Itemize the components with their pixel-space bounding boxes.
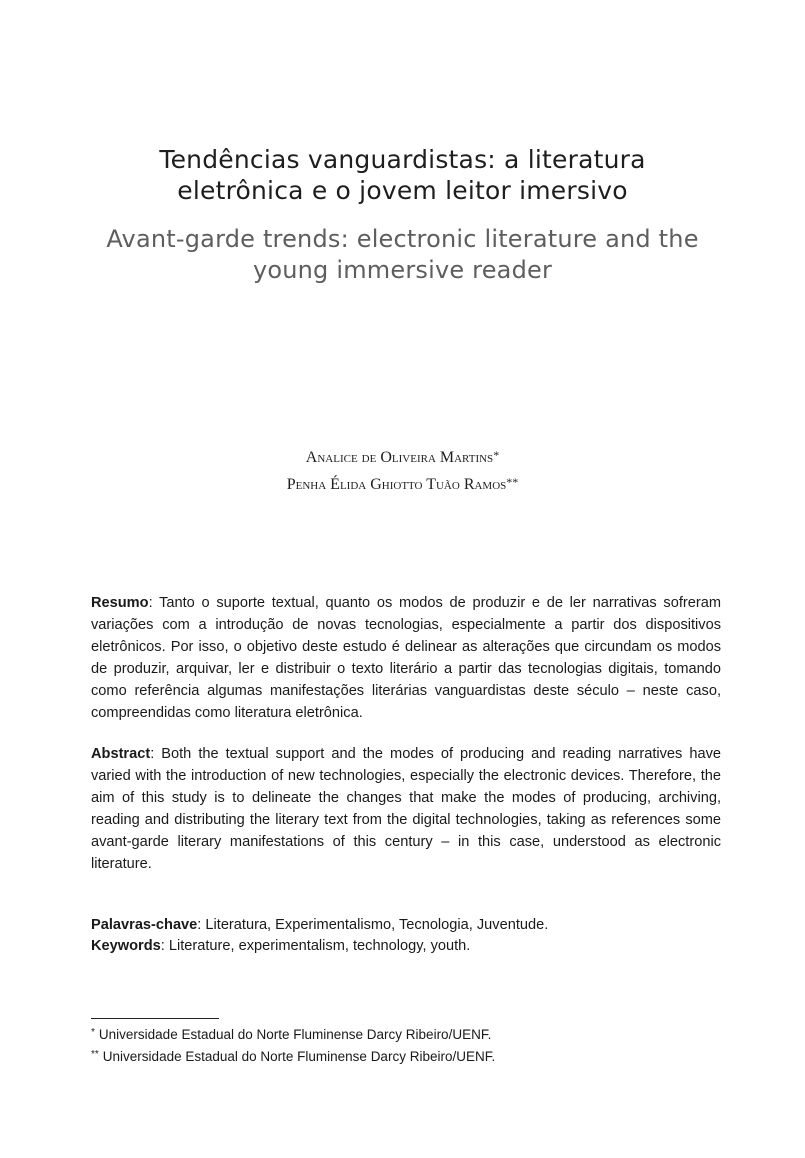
keywords-line (91, 935, 721, 957)
abstract-paragraph (91, 743, 721, 875)
author-1-name: Analice de Oliveira Martins (305, 449, 494, 466)
footnote-divider (91, 1018, 219, 1019)
palavras-chave-label: Palavras-chave (91, 917, 198, 933)
title-en-line-2: young immersive reader (252, 256, 553, 284)
footnote-1-mark: * (91, 1027, 95, 1038)
footnote-2-mark: ** (91, 1049, 99, 1060)
footnote-1 (91, 1024, 721, 1044)
title-english (60, 224, 745, 286)
author-2-name: Penha Élida Ghiotto Tuão Ramos (286, 476, 507, 493)
footnote-2-text: Universidade Estadual do Norte Fluminense Darcy Ribeiro/UENF. (102, 1049, 496, 1064)
abstract-text: : Both the textual support and the modes of producing and reading narratives have varied with the introduction of new technologies, especially the electronic devices. Therefore, the aim of this study is to delineate the changes that make the modes of producing, archiving, reading and distributing the literary text from the digital technologies, taking as references some avant-garde literary manifestations of this century – in this case, understood as electronic literature. (91, 746, 721, 872)
keywords-label: Keywords (91, 938, 161, 954)
abstract-label: Abstract (91, 746, 151, 762)
title-pt-line-1: Tendências vanguardistas: a literatura (159, 145, 646, 174)
resumo-paragraph (91, 592, 721, 724)
keywords-text: : Literature, experimentalism, technology, youth. (160, 938, 471, 954)
author-2 (100, 470, 705, 497)
resumo-text: : Tanto o suporte textual, quanto os modos de produzir e de ler narrativas sofreram variações com a introdução de novas tecnologias, especialmente a partir dos dispositivos eletrônicos. Por isso, o objetivo deste estudo é delinear as alterações que circundam os modos de produzir, arquivar, ler e distribuir o texto literário a partir das tecnologias digitais, tomando como referência algumas manifestações literárias vanguardistas deste século – neste caso, compreendidas como literatura eletrônica. (91, 595, 721, 721)
title-en-line-1: Avant-garde trends: electronic literature and the (106, 225, 699, 253)
author-1 (100, 443, 705, 470)
author-2-footnote-mark: ** (506, 475, 519, 489)
palavras-chave-text: : Literatura, Experimentalismo, Tecnologia, Juventude. (197, 917, 549, 933)
title-pt-line-2: eletrônica e o jovem leitor imersivo (177, 176, 628, 205)
author-1-footnote-mark: * (493, 448, 500, 462)
footnote-1-text: Universidade Estadual do Norte Fluminense Darcy Ribeiro/UENF. (98, 1027, 492, 1042)
author-list (100, 443, 705, 497)
palavras-chave-line (91, 914, 721, 936)
title-portuguese (80, 144, 725, 206)
footnote-2 (91, 1046, 721, 1066)
resumo-label: Resumo (91, 595, 149, 611)
